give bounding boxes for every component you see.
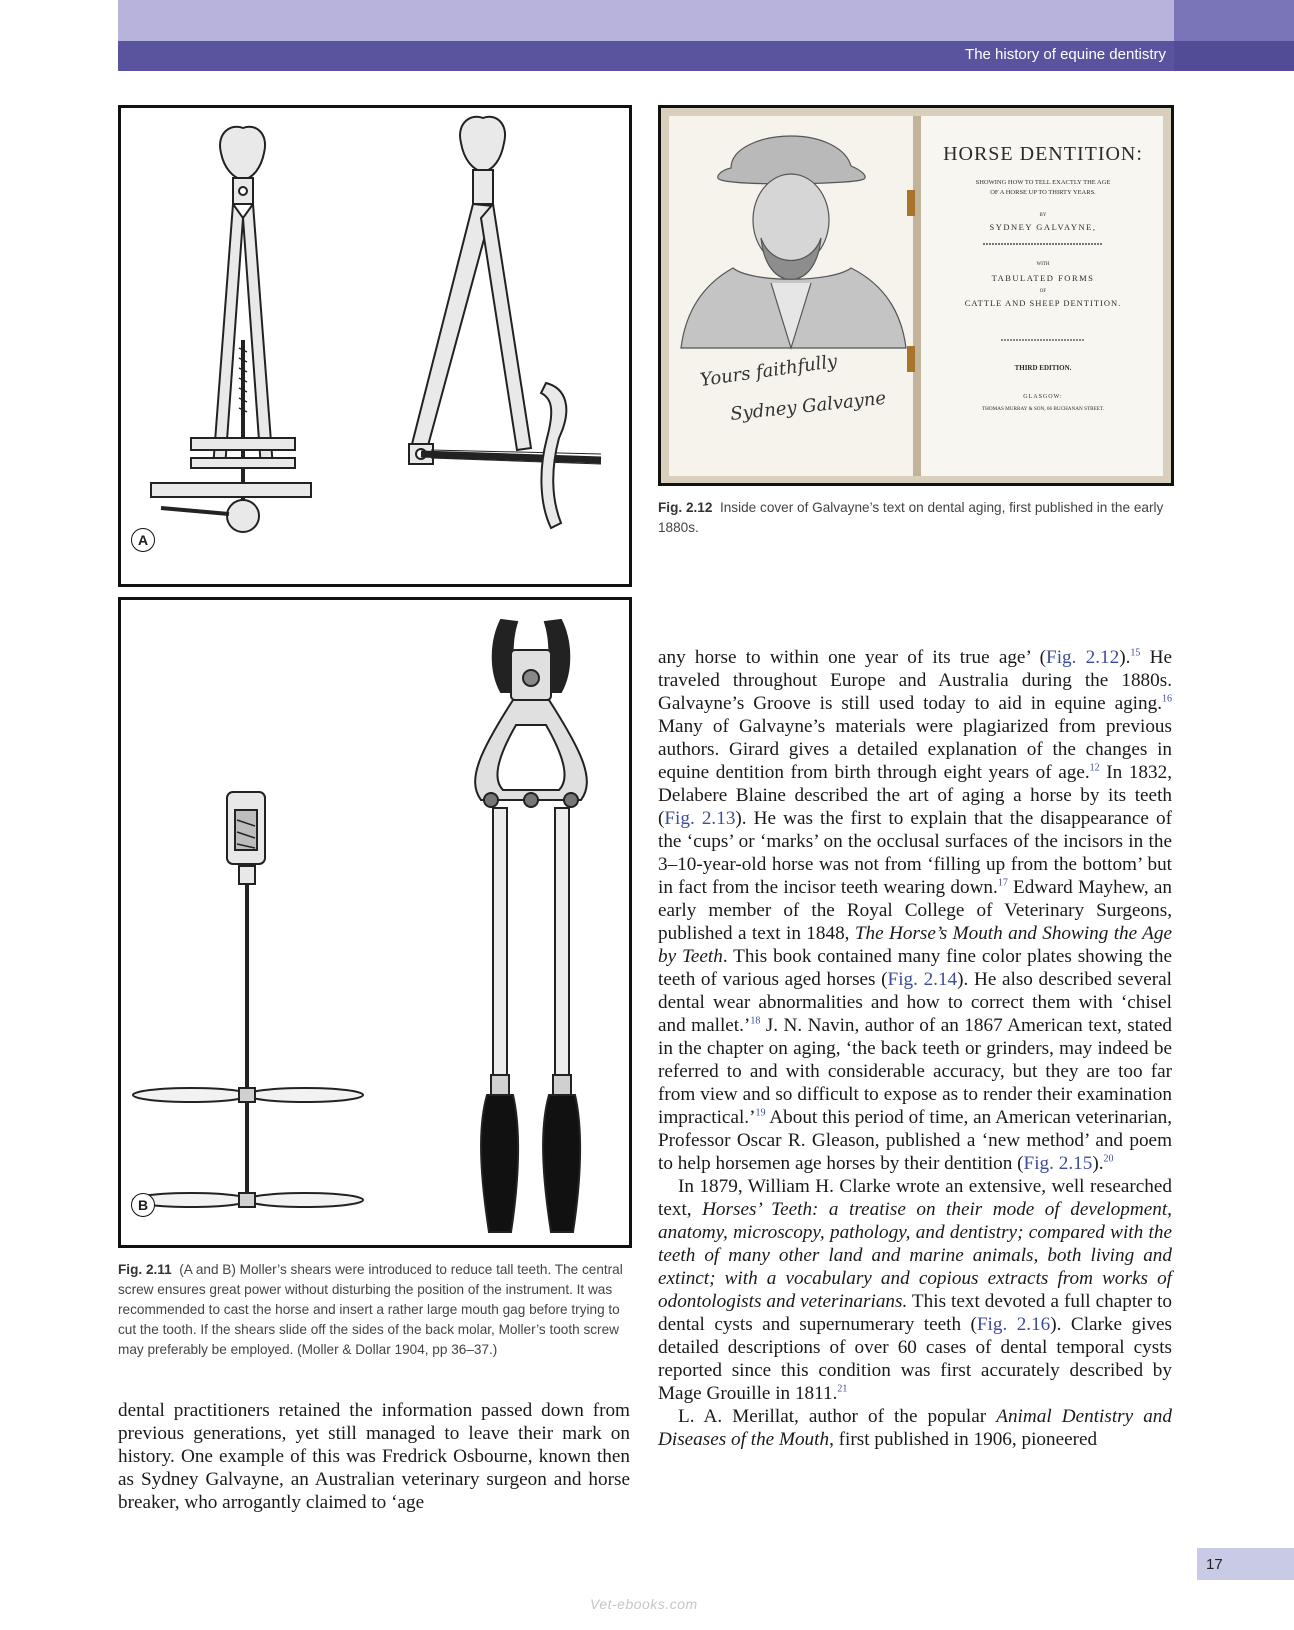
text-span: . This book contained many fine color plates showing the teeth of various aged horses ( — [658, 946, 1172, 990]
citation-12[interactable]: 12 — [1089, 762, 1100, 774]
paragraph-3 — [658, 1405, 1172, 1451]
running-head: The history of equine dentistry — [965, 46, 1166, 63]
text-span: ). Clarke gives detailed descriptions of over 60 cases of dental temporal cysts reported since this condition was first accurately described by Mage Grouille in 1811. — [658, 1314, 1172, 1404]
watermark: Vet-ebooks.com — [590, 1596, 698, 1612]
citation-17[interactable]: 17 — [997, 877, 1008, 889]
page-number: 17 — [1197, 1548, 1294, 1580]
ref-fig-2-14[interactable]: Fig. 2.14 — [887, 969, 958, 990]
book-edition: THIRD EDITION. — [1014, 364, 1072, 372]
text-span: In 1832, Delabere Blaine described the art of aging a horse by its teeth ( — [658, 762, 1172, 829]
caption-fig-2-11 — [118, 1260, 630, 1360]
paragraph-2 — [658, 1175, 1172, 1405]
book-with: WITH — [1036, 262, 1050, 267]
figure-2-12 — [658, 105, 1174, 486]
text-span: ). — [1092, 1153, 1104, 1174]
caption-fig-2-11-text: (A and B) Moller’s shears were introduced to reduce tall teeth. The central screw ensures great power without disturbing the position of the instrument. It was recommended to cast the horse and insert a rather large mouth gag before trying to cut the tooth. If the shears slide off the sides of the back molar, Moller’s tooth screw may preferably be employed. (Moller & Dollar 1904, pp 36–37.) — [118, 1262, 623, 1357]
book-title-mayhew: The Horse’s Mouth and Showing the Age by Teeth — [658, 923, 1173, 967]
text-span: About this period of time, an American veterinarian, Professor Oscar R. Gleason, published a ‘new method’ and poem to help horsemen age horses by their dentition ( — [658, 1107, 1172, 1174]
left-column-text: dental practitioners retained the information passed down from previous generations, yet still managed to leave their mark on history. One example of this was Fredrick Osbourne, known then as Sydney Galvayne, an Australian veterinary surgeon and horse breaker, who arrogantly claimed to ‘age — [118, 1400, 630, 1513]
galvayne-book-cover — [661, 108, 1171, 483]
citation-16[interactable]: 16 — [1162, 693, 1172, 705]
caption-fig-2-12-text: Inside cover of Galvayne’s text on dental aging, first published in the early 1880s. — [658, 500, 1164, 535]
panel-label-a: A — [131, 528, 155, 552]
text-span: This text devoted a full chapter to dental cysts and supernumerary teeth ( — [658, 1291, 1172, 1335]
text-span: Many of Galvayne’s materials were plagiarized from previous authors. Girard gives a detailed explanation of the changes in equine dentition from birth through eight years of age. — [658, 716, 1172, 783]
book-subtitle-2: OF A HORSE UP TO THIRTY YEARS. — [990, 189, 1096, 196]
book-subtitle-1: SHOWING HOW TO TELL EXACTLY THE AGE — [975, 179, 1111, 186]
paragraph-1 — [658, 646, 1172, 1175]
text-span: ). — [1119, 647, 1131, 668]
signature-line-2: Sydney Galvayne — [729, 387, 888, 425]
caption-fig-2-11-number: Fig. 2.11 — [118, 1262, 172, 1277]
text-span: L. A. Merillat, author of the popular — [678, 1406, 997, 1427]
text-span: In 1879, William H. Clarke wrote an extensive, well researched text, — [658, 1176, 1172, 1220]
book-publisher: THOMAS MURRAY & SON, 66 BUCHANAN STREET. — [981, 406, 1105, 412]
figure-2-11-a — [118, 105, 632, 587]
citation-20[interactable]: 20 — [1103, 1153, 1114, 1165]
text-span: J. N. Navin, author of an 1867 American text, stated in the chapter on aging, ‘the back teeth or grinders, may indeed be referred to and with considerable accuracy, but they are too far from view and so difficult to expose as to render their examination impractical.’ — [658, 1015, 1172, 1128]
book-by: BY — [1039, 213, 1047, 218]
book-cattle: CATTLE AND SHEEP DENTITION. — [964, 298, 1122, 308]
figure-2-11-b — [118, 597, 632, 1248]
moller-shears-illustration-a — [121, 108, 629, 584]
text-span: any horse to within one year of its true age’ ( — [658, 647, 1047, 668]
book-title-clarke: Horses’ Teeth: a treatise on their mode of development, anatomy, microscopy, pathology, and dentistry; compared with the teeth of many other land and marine animals, both living and extinct; with a vocabulary and copious extracts from works of odontologists and veterinarians. — [658, 1199, 1172, 1312]
book-title-merillat: Animal Dentistry and Diseases of the Mouth — [658, 1406, 1172, 1450]
caption-fig-2-12 — [658, 498, 1170, 538]
moller-tooth-screw-and-shears-illustration-b — [121, 600, 629, 1245]
book-author: SYDNEY GALVAYNE, — [989, 222, 1097, 232]
text-span: ). He was the first to explain that the disappearance of the ‘cups’ or ‘marks’ on the occlusal surfaces of the incisors in the 3–10-year-old horse was not from ‘filling up from the bottom’ but in fact from the incisor teeth wearing down. — [658, 808, 1172, 898]
book-title: HORSE DENTITION: — [943, 143, 1143, 165]
text-span: ). He also described several dental wear abnormalities and how to correct them with ‘chisel and mallet.’ — [658, 969, 1172, 1036]
text-span: Edward Mayhew, an early member of the Royal College of Veterinary Surgeons, published a text in 1848, — [658, 877, 1172, 944]
signature-line-1: Yours faithfully — [698, 350, 839, 391]
citation-21[interactable]: 21 — [837, 1383, 848, 1395]
ref-fig-2-16[interactable]: Fig. 2.16 — [976, 1314, 1051, 1335]
book-tabulated: TABULATED FORMS — [991, 273, 1095, 283]
citation-19[interactable]: 19 — [755, 1107, 766, 1119]
book-place: GLASGOW: — [1023, 394, 1063, 400]
book-of: OF — [1039, 289, 1047, 294]
caption-fig-2-12-number: Fig. 2.12 — [658, 500, 713, 515]
text-span: , first published in 1906, pioneered — [829, 1429, 1098, 1450]
ref-fig-2-13[interactable]: Fig. 2.13 — [664, 808, 736, 829]
citation-18[interactable]: 18 — [750, 1015, 761, 1027]
ref-fig-2-15[interactable]: Fig. 2.15 — [1023, 1153, 1093, 1174]
ref-fig-2-12[interactable]: Fig. 2.12 — [1046, 647, 1120, 668]
panel-label-b: B — [131, 1193, 155, 1217]
header-corner-band — [1174, 41, 1294, 71]
text-span: He traveled throughout Europe and Australia during the 1880s. Galvayne’s Groove is still used today to aid in equine aging. — [658, 647, 1172, 714]
header-top-band — [118, 0, 1174, 41]
header-corner-top — [1174, 0, 1294, 41]
right-column-text — [658, 646, 1172, 1451]
citation-15[interactable]: 15 — [1130, 647, 1141, 659]
